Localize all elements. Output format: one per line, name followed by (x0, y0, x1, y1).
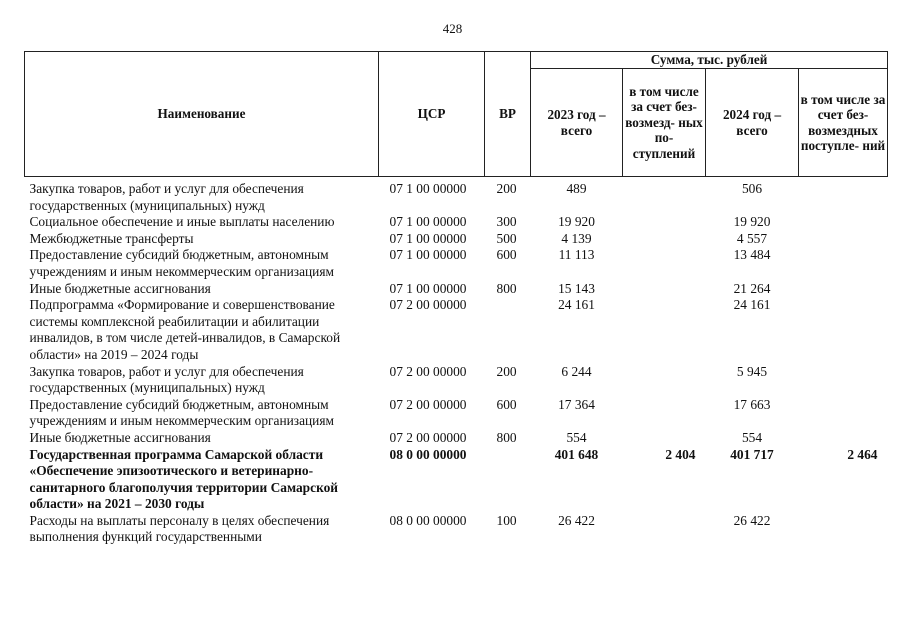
table-row (25, 281, 888, 298)
cell-csr: 08 0 00 00000 (389, 446, 467, 462)
cell-2024-gratuitous (799, 297, 888, 363)
cell-vr (485, 297, 531, 363)
cell-2023-gratuitous (623, 397, 706, 430)
header-2024-total: 2024 год – всего (706, 69, 799, 177)
cell-2024-total: 24 161 (733, 297, 771, 313)
cell-name: Иные бюджетные ассигнования (29, 429, 211, 445)
cell-2024-total: 26 422 (733, 512, 771, 528)
header-csr: ЦСР (379, 52, 485, 177)
cell-2024-gratuitous (799, 231, 888, 248)
cell-csr: 07 1 00 00000 (389, 181, 467, 196)
cell-csr: 07 1 00 00000 (389, 214, 467, 230)
cell-2024-total: 17 663 (733, 396, 771, 412)
budget-table (24, 51, 888, 546)
cell-name: Расходы на выплаты персоналу в целях обеспечения выполнения функций государственными (29, 512, 330, 545)
cell-csr: 07 2 00 00000 (389, 297, 467, 313)
cell-2024-total: 4 557 (736, 230, 768, 246)
cell-2024-total: 5 945 (736, 363, 768, 379)
table-body (25, 177, 888, 547)
cell-vr: 200 (496, 363, 517, 379)
table-row (25, 214, 888, 231)
cell-2023-total: 15 143 (558, 280, 595, 296)
cell-csr: 07 2 00 00000 (389, 396, 467, 412)
table-row (25, 181, 888, 214)
cell-name: Предоставление субсидий бюджетным, автономным учреждениям и иным некоммерческим организациям (29, 247, 334, 279)
cell-csr: 08 0 00 00000 (389, 512, 467, 528)
cell-2023-total: 11 113 (558, 247, 595, 263)
cell-vr: 800 (496, 280, 517, 296)
cell-2023-gratuitous (623, 281, 706, 298)
cell-name: Государственная программа Самарской области «Обеспечение эпизоотического и ветеринарно-санитарного благополучия территории Самарской области» на 2021 – 2030 годы (29, 446, 339, 512)
cell-vr: 100 (496, 512, 517, 528)
cell-2023-gratuitous (623, 181, 706, 214)
cell-2024-gratuitous (799, 181, 888, 214)
cell-vr: 500 (496, 230, 517, 246)
table-row (25, 447, 888, 513)
table-row (25, 247, 888, 280)
table-row (25, 397, 888, 430)
cell-csr: 07 1 00 00000 (389, 230, 467, 246)
cell-2023-gratuitous (623, 214, 706, 231)
cell-2024-gratuitous (799, 364, 888, 397)
cell-2023-gratuitous (623, 430, 706, 447)
cell-name: Закупка товаров, работ и услуг для обеспечения государственных (муниципальных) нужд (29, 363, 304, 396)
header-vr: ВР (485, 52, 531, 177)
cell-name: Иные бюджетные ассигнования (29, 280, 211, 296)
cell-vr: 600 (496, 396, 517, 412)
cell-2023-gratuitous (623, 364, 706, 397)
cell-2024-total: 401 717 (730, 446, 774, 462)
cell-2024-total: 506 (741, 181, 763, 196)
cell-2024-gratuitous (799, 247, 888, 280)
cell-2023-gratuitous (623, 231, 706, 248)
cell-2024-total: 13 484 (733, 247, 771, 263)
cell-csr: 07 2 00 00000 (389, 429, 467, 445)
cell-csr: 07 1 00 00000 (389, 280, 467, 296)
cell-2024-gratuitous (799, 281, 888, 298)
cell-2024-gratuitous (799, 430, 888, 447)
cell-2023-total: 489 (566, 181, 587, 196)
cell-2023-total: 24 161 (558, 297, 595, 313)
cell-name: Межбюджетные трансферты (29, 230, 194, 246)
cell-2024-total: 19 920 (733, 214, 771, 230)
cell-vr: 600 (496, 247, 517, 263)
cell-2023-gratuitous: 2 404 (665, 446, 696, 462)
cell-2023-gratuitous (623, 297, 706, 363)
table-row (25, 231, 888, 248)
cell-2024-gratuitous: 2 464 (847, 446, 878, 462)
cell-2023-total: 26 422 (558, 512, 595, 528)
page-number: 428 (442, 21, 463, 36)
cell-vr: 800 (496, 429, 517, 445)
cell-2023-gratuitous (623, 247, 706, 280)
cell-2023-total: 401 648 (554, 446, 599, 462)
cell-2024-total: 554 (741, 429, 763, 445)
cell-name: Закупка товаров, работ и услуг для обеспечения государственных (муниципальных) нужд (29, 181, 304, 213)
header-sum-group: Сумма, тыс. рублей (531, 52, 888, 69)
header-2023-total: 2023 год – всего (531, 69, 623, 177)
cell-2023-total: 6 244 (561, 363, 592, 379)
cell-name: Подпрограмма «Формирование и совершенствование системы комплексной реабилитации и абилитации инвалидов, в том числе детей-инвалидов, в Самарской области» на 2019 – 2024 годы (29, 297, 341, 362)
cell-2023-total: 19 920 (558, 214, 595, 230)
cell-vr: 200 (496, 181, 517, 196)
table-header (25, 52, 888, 177)
cell-2023-total: 17 364 (558, 396, 595, 412)
cell-2024-total: 21 264 (733, 280, 771, 296)
cell-2023-gratuitous (623, 513, 706, 546)
cell-vr: 300 (496, 214, 517, 230)
header-2024-gratuitous: в том числе за счет без- возмездных поступле- ний (799, 69, 888, 177)
cell-csr: 07 1 00 00000 (389, 247, 467, 263)
cell-vr (485, 447, 531, 513)
table-row (25, 513, 888, 546)
table-row (25, 364, 888, 397)
cell-2023-total: 554 (566, 429, 587, 445)
cell-name: Социальное обеспечение и иные выплаты населению (29, 214, 335, 230)
cell-csr: 07 2 00 00000 (389, 363, 467, 379)
cell-2023-total: 4 139 (561, 230, 592, 246)
cell-2024-gratuitous (799, 214, 888, 231)
table-row (25, 297, 888, 363)
cell-2024-gratuitous (799, 397, 888, 430)
header-name: Наименование (25, 52, 379, 177)
header-2023-gratuitous: в том числе за счет без- возмезд- ных по- ступлений (623, 69, 706, 177)
table-row (25, 430, 888, 447)
cell-name: Предоставление субсидий бюджетным, автономным учреждениям и иным некоммерческим организациям (29, 396, 334, 429)
cell-2024-gratuitous (799, 513, 888, 546)
